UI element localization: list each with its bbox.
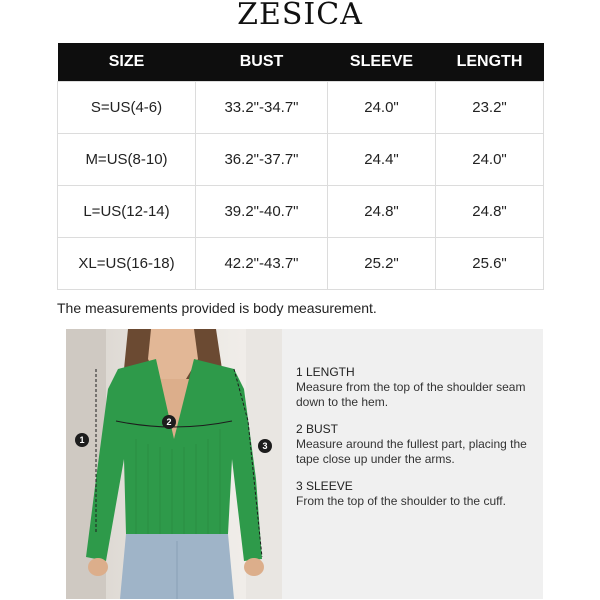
instruction-title: 2 BUST: [296, 422, 339, 436]
instruction-text: Measure around the fullest part, placing the tape close up under the arms.: [296, 437, 527, 466]
sleeve-cell: 24.8": [328, 186, 436, 238]
sleeve-cell: 24.4": [328, 134, 436, 186]
instruction-length: [296, 365, 536, 410]
bust-cell: 42.2"-43.7": [196, 238, 328, 290]
measurement-note: The measurements provided is body measurement.: [57, 300, 377, 316]
size-cell: L=US(12-14): [58, 186, 196, 238]
sleeve-cell: 25.2": [328, 238, 436, 290]
table-row: [58, 134, 544, 186]
instruction-text: From the top of the shoulder to the cuff.: [296, 494, 506, 508]
length-cell: 24.8": [436, 186, 544, 238]
length-cell: 23.2": [436, 82, 544, 134]
length-marker-badge: 1: [75, 433, 89, 447]
length-cell: 25.6": [436, 238, 544, 290]
bust-cell: 36.2"-37.7": [196, 134, 328, 186]
size-cell: S=US(4-6): [58, 82, 196, 134]
column-header-bust: BUST: [196, 43, 328, 82]
table-row: [58, 82, 544, 134]
size-cell: XL=US(16-18): [58, 238, 196, 290]
column-header-length: LENGTH: [436, 43, 544, 82]
model-photo: [66, 329, 282, 599]
length-cell: 24.0": [436, 134, 544, 186]
measurement-guide: [66, 329, 543, 599]
bust-cell: 39.2"-40.7": [196, 186, 328, 238]
model-illustration: [66, 329, 282, 599]
sleeve-marker-badge: 3: [258, 439, 272, 453]
instruction-bust: [296, 422, 536, 467]
instruction-text: Measure from the top of the shoulder seam down to the hem.: [296, 380, 526, 409]
measurement-instructions: [296, 365, 536, 521]
table-row: [58, 238, 544, 290]
column-header-size: SIZE: [58, 43, 196, 82]
instruction-sleeve: [296, 479, 536, 509]
brand-logo: ZESICA: [237, 0, 363, 32]
column-header-sleeve: SLEEVE: [328, 43, 436, 82]
table-row: [58, 186, 544, 238]
table-header-row: [58, 43, 544, 82]
bust-cell: 33.2"-34.7": [196, 82, 328, 134]
bust-marker-badge: 2: [162, 415, 176, 429]
sleeve-cell: 24.0": [328, 82, 436, 134]
size-chart-table: [57, 43, 544, 290]
size-cell: M=US(8-10): [58, 134, 196, 186]
instruction-title: 1 LENGTH: [296, 365, 355, 379]
instruction-title: 3 SLEEVE: [296, 479, 353, 493]
